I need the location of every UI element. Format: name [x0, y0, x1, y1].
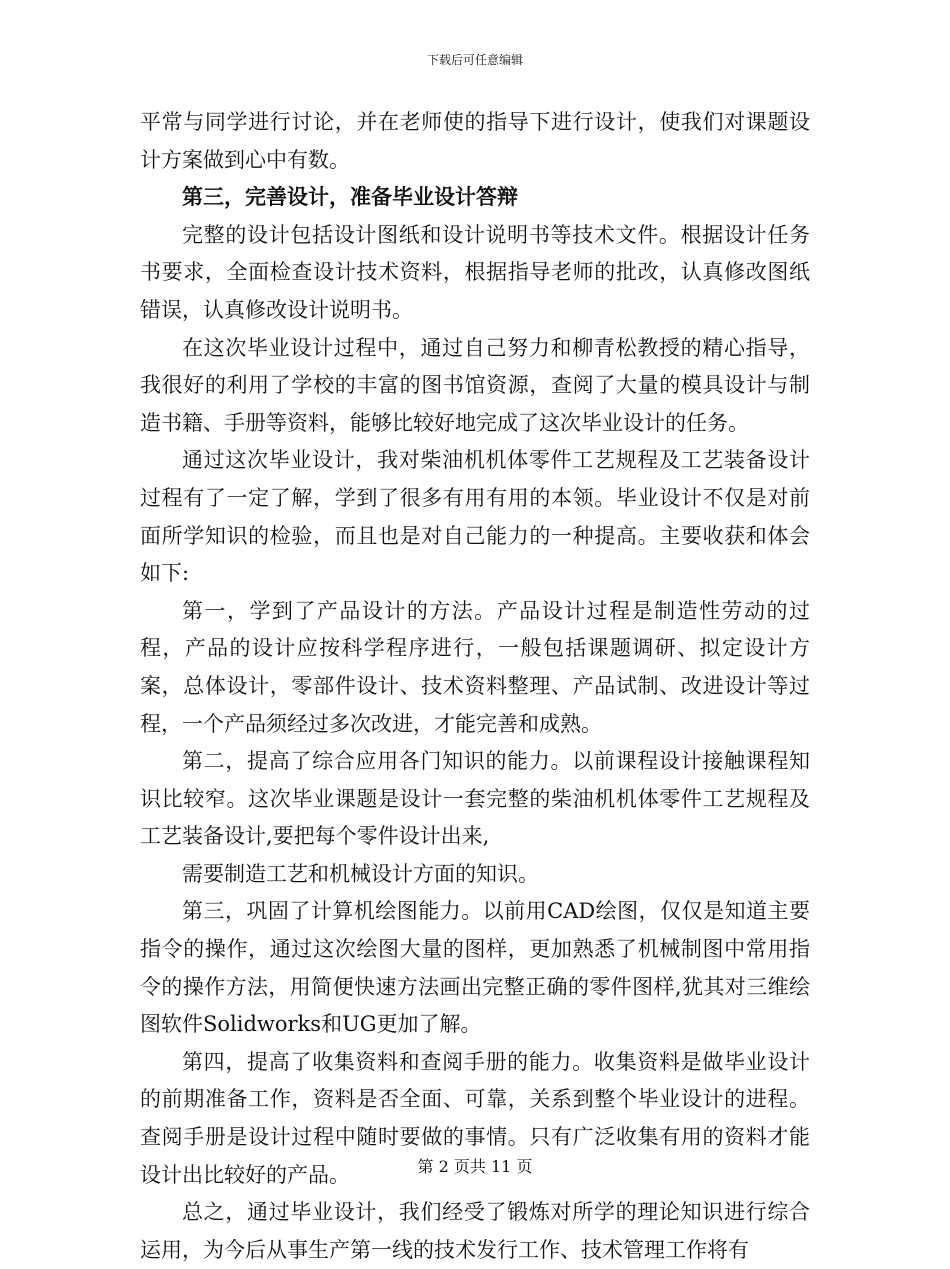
paragraph: 第四，提高了收集资料和查阅手册的能力。收集资料是做毕业设计的前期准备工作，资料是否全面、可靠，关系到整个毕业设计的进程。查阅手册是设计过程中随时要做的事情。只有广泛收集有用的资料才能设计出比较好的产品。 [140, 1049, 810, 1187]
page-header: 下载后可任意编辑 [426, 53, 523, 67]
paragraph: 总之，通过毕业设计，我们经受了锻炼对所学的理论知识进行综合运用，为今后从事生产第一线的技术发行工作、技术管理工作将有 [140, 1200, 810, 1262]
page-footer: 第 2 页共 11 页 [417, 1157, 533, 1176]
paragraph: 第一，学到了产品设计的方法。产品设计过程是制造性劳动的过程，产品的设计应按科学程序进行，一般包括课题调研、拟定设计方案，总体设计，零部件设计、技术资料整理、产品试制、改进设计等过程，一个产品须经过多次改进，才能完善和成熟。 [140, 598, 810, 736]
paragraph: 完整的设计包括设计图纸和设计说明书等技术文件。根据设计任务书要求，全面检查设计技术资料，根据指导老师的批改，认真修改图纸错误，认真修改设计说明书。 [140, 222, 810, 322]
paragraph: 在这次毕业设计过程中，通过自己努力和柳青松教授的精心指导，我很好的利用了学校的丰富的图书馆资源，查阅了大量的模具设计与制造书籍、手册等资料，能够比较好地完成了这次毕业设计的任务。 [140, 335, 810, 435]
section-heading: 第三，完善设计，准备毕业设计答辩 [182, 185, 518, 210]
paragraph: 第二，提高了综合应用各门知识的能力。以前课程设计接触课程知识比较窄。这次毕业课题是设计一套完整的柴油机机体零件工艺规程及工艺装备设计,要把每个零件设计出来, [140, 749, 810, 849]
paragraph: 需要制造工艺和机械设计方面的知识。 [182, 861, 539, 886]
paragraph: 通过这次毕业设计，我对柴油机机体零件工艺规程及工艺装备设计过程有了一定了解，学到了很多有用有用的本领。毕业设计不仅是对前面所学知识的检验，而且也是对自己能力的一种提高。主要收获和体会如下: [140, 448, 810, 586]
paragraph: 第三，巩固了计算机绘图能力。以前用CAD绘图，仅仅是知道主要指令的操作，通过这次绘图大量的图样，更加熟悉了机械制图中常用指令的操作方法，用简便快速方法画出完整正确的零件图样,犹其对三维绘图软件Solidworks和UG更加了解。 [140, 899, 810, 1037]
paragraph-continuation: 平常与同学进行讨论，并在老师使的指导下进行设计，使我们对课题设计方案做到心中有数。 [140, 110, 810, 172]
document-body [140, 104, 810, 1269]
